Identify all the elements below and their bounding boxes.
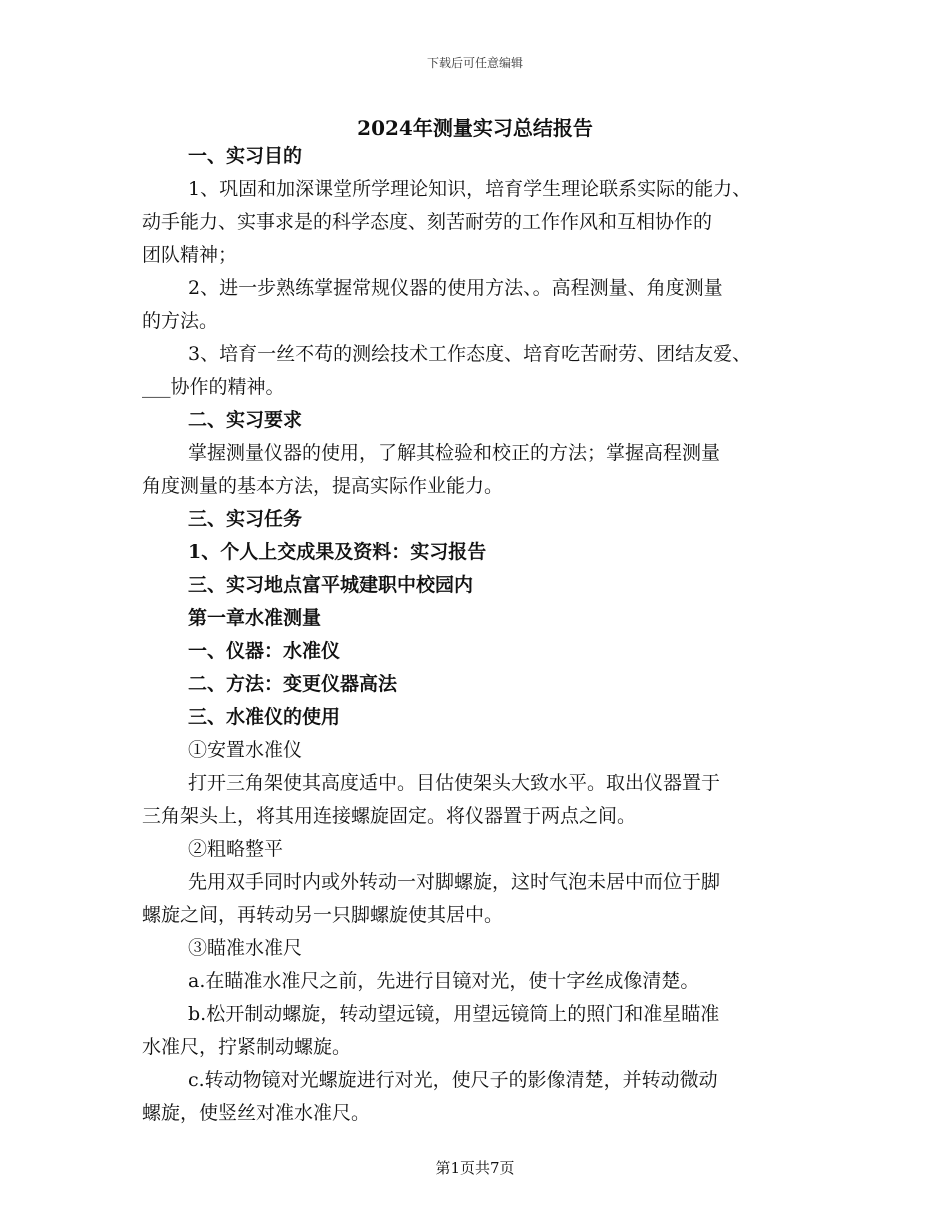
paragraph-requirements xyxy=(142,437,822,503)
text-line: ___协作的精神。 xyxy=(142,376,285,398)
text-line: b.松开制动螺旋，转动望远镜，用望远镜筒上的照门和准星瞄准 xyxy=(188,1003,720,1025)
paragraph-rough-leveling xyxy=(142,866,822,932)
text-line: 团队精神； xyxy=(142,244,238,266)
chapter-section-method: 二、方法：变更仪器高法 xyxy=(188,673,398,695)
document-body xyxy=(142,140,822,1130)
text-line: c.转动物镜对光螺旋进行对光，使尺子的影像清楚，并转动微动 xyxy=(188,1069,718,1091)
text-line: 打开三角架使其高度适中。目估使架头大致水平。取出仪器置于 xyxy=(188,772,721,794)
paragraph-aiming-c xyxy=(142,1064,822,1130)
task-item-location: 三、实习地点富平城建职中校园内 xyxy=(188,574,474,596)
text-line: 动手能力、实事求是的科学态度、刻苦耐劳的工作作风和互相协作的 xyxy=(142,211,713,233)
chapter-section-instrument: 一、仪器：水准仪 xyxy=(188,640,341,662)
paragraph-objective-1 xyxy=(142,173,822,272)
text-line: 掌握测量仪器的使用，了解其检验和校正的方法；掌握高程测量 xyxy=(188,442,721,464)
step-title-aiming: ③瞄准水准尺 xyxy=(188,937,303,959)
section-heading-tasks: 三、实习任务 xyxy=(188,508,303,530)
text-line: 螺旋，使竖丝对准水准尺。 xyxy=(142,1102,371,1124)
chapter-heading-leveling: 第一章水准测量 xyxy=(188,607,322,629)
text-line: 2、进一步熟练掌握常规仪器的使用方法、。高程测量、角度测量 xyxy=(188,277,723,299)
page-number-footer: 第1页共7页 xyxy=(435,1159,515,1177)
task-item-1: 1、个人上交成果及资料：实习报告 xyxy=(188,541,487,563)
header-note: 下载后可任意编辑 xyxy=(426,56,523,70)
text-line: 的方法。 xyxy=(142,310,219,332)
text-line: 角度测量的基本方法，提高实际作业能力。 xyxy=(142,475,504,497)
text-line: 螺旋之间，再转动另一只脚螺旋使其居中。 xyxy=(142,904,504,926)
paragraph-objective-2 xyxy=(142,272,822,338)
text-line: 1、巩固和加深课堂所学理论知识，培育学生理论联系实际的能力、 xyxy=(188,178,752,200)
text-line: 先用双手同时内或外转动一对脚螺旋，这时气泡未居中而位于脚 xyxy=(188,871,721,893)
text-line: 三角架头上，将其用连接螺旋固定。将仪器置于两点之间。 xyxy=(142,805,637,827)
paragraph-aiming-b xyxy=(142,998,822,1064)
section-heading-requirements: 二、实习要求 xyxy=(188,409,303,431)
section-heading-objectives: 一、实习目的 xyxy=(188,145,303,167)
text-line: 水准尺，拧紧制动螺旋。 xyxy=(142,1036,352,1058)
document-title: 2024年测量实习总结报告 xyxy=(357,116,593,140)
paragraph-objective-3 xyxy=(142,338,822,404)
step-title-setup: ①安置水准仪 xyxy=(188,739,303,761)
text-line: 3、培育一丝不苟的测绘技术工作态度、培育吃苦耐劳、团结友爱、 xyxy=(188,343,752,365)
paragraph-aiming-a: a.在瞄准水准尺之前，先进行目镜对光，使十字丝成像清楚。 xyxy=(188,970,700,992)
chapter-section-usage: 三、水准仪的使用 xyxy=(188,706,341,728)
step-title-rough-leveling: ②粗略整平 xyxy=(188,838,284,860)
paragraph-setup xyxy=(142,767,822,833)
